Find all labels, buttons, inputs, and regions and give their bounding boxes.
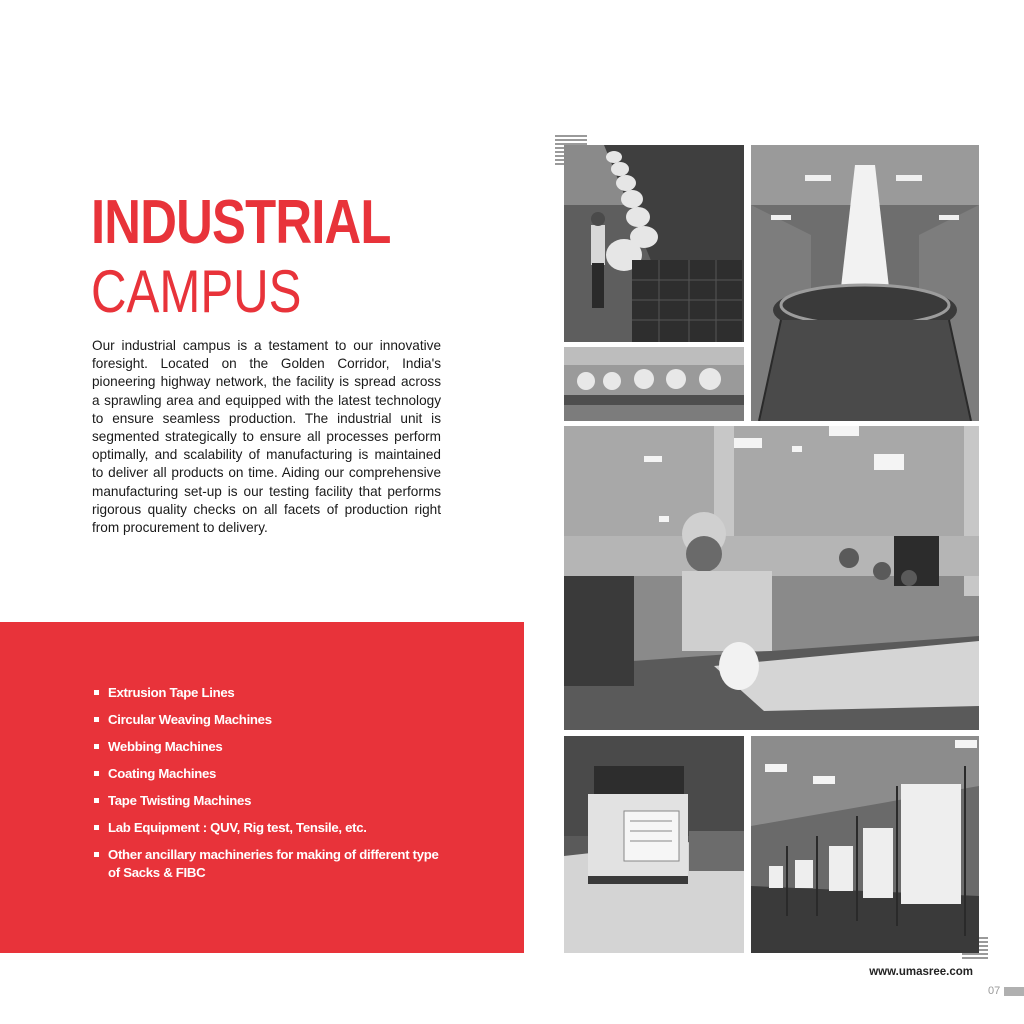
list-item-label: Tape Twisting Machines [108,793,252,808]
equipment-list [92,684,452,891]
page-number-bar [1004,987,1024,996]
bullet-icon [94,717,99,722]
bullet-icon [94,825,99,830]
list-item [92,684,452,702]
list-item [92,846,452,882]
bullet-icon [94,690,99,695]
bullet-icon [94,771,99,776]
list-item [92,765,452,783]
list-item [92,819,452,837]
intro-paragraph: Our industrial campus is a testament to our innovative foresight. Located on the Golden Corridor, India's pioneering highway network, the facility is spread across a sprawling area and equipped with the latest technology to ensure seamless production. The industrial unit is segmented strategically to ensure all processes perform optimally, and scalability of manufacturing is maintained to deliver all products on time. Aiding our comprehensive manufacturing set-up is our testing facility that performs rigorous quality checks on all facets of production right from procurement to delivery. [92,338,441,536]
bullet-icon [94,852,99,857]
list-item-label: Lab Equipment : QUV, Rig test, Tensile, etc. [108,820,367,835]
list-item [92,792,452,810]
fibc-production-photo [751,736,979,953]
list-item-label: Webbing Machines [108,739,223,754]
list-item [92,738,452,756]
circular-loom-photo [751,145,979,421]
list-item [92,711,452,729]
list-item-label: Extrusion Tape Lines [108,685,235,700]
lab-equipment-photo [564,736,744,953]
page-title-line2: CAMPUS [91,258,302,325]
list-item-label: Coating Machines [108,766,217,781]
list-item-label: Circular Weaving Machines [108,712,272,727]
list-item-label: Other ancillary machineries for making of different type of Sacks & FIBC [108,847,439,880]
bullet-icon [94,744,99,749]
tape-winder-photo [564,347,744,421]
page-number: 07 [988,985,1001,997]
bullet-icon [94,798,99,803]
website-url: www.umasree.com [869,966,973,978]
page-title-line1: INDUSTRIAL [91,188,391,257]
stitching-floor-photo [564,426,979,730]
extrusion-line-photo [564,145,744,342]
